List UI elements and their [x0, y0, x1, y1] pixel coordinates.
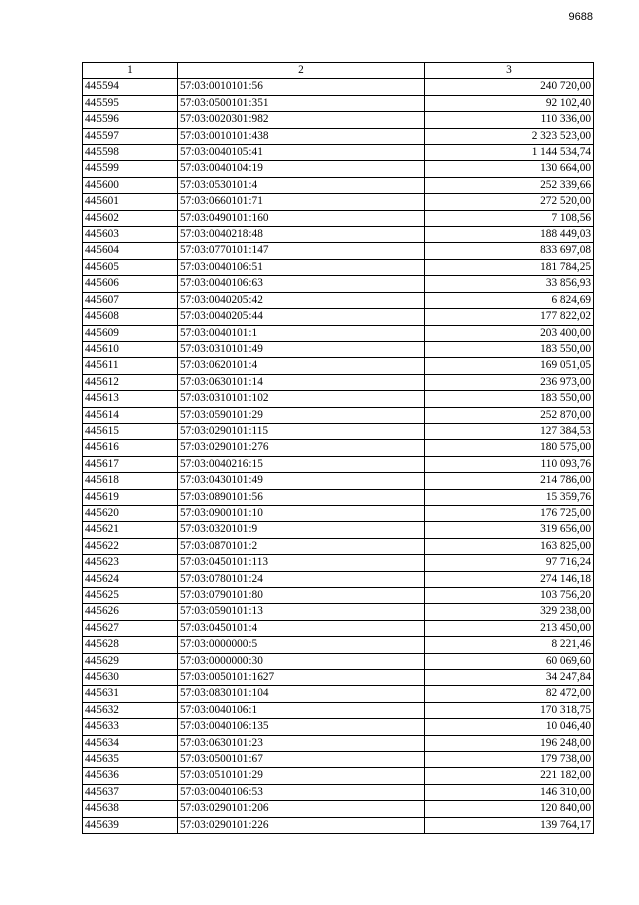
row-number-cell: 445602 [83, 210, 178, 226]
row-number-cell: 445635 [83, 752, 178, 768]
table-row [83, 752, 594, 768]
cadastral-value-cell: 60 069,60 [425, 653, 594, 669]
cadastral-number-cell: 57:03:0430101:49 [178, 473, 425, 489]
row-number-cell: 445639 [83, 817, 178, 833]
row-number-cell: 445607 [83, 292, 178, 308]
row-number-cell: 445609 [83, 325, 178, 341]
row-number-cell: 445626 [83, 604, 178, 620]
row-number-cell: 445629 [83, 653, 178, 669]
table-row [83, 341, 594, 357]
row-number-cell: 445606 [83, 276, 178, 292]
row-number-cell: 445624 [83, 571, 178, 587]
cadastral-number-cell: 57:03:0780101:24 [178, 571, 425, 587]
cadastral-value-cell: 221 182,00 [425, 768, 594, 784]
cadastral-number-cell: 57:03:0290101:115 [178, 423, 425, 439]
row-number-cell: 445603 [83, 227, 178, 243]
table-row [83, 505, 594, 521]
cadastral-value-cell: 10 046,40 [425, 719, 594, 735]
cadastral-value-cell: 6 824,69 [425, 292, 594, 308]
cadastral-value-cell: 33 856,93 [425, 276, 594, 292]
cadastral-value-cell: 196 248,00 [425, 735, 594, 751]
cadastral-value-cell: 139 764,17 [425, 817, 594, 833]
cadastral-value-cell: 146 310,00 [425, 784, 594, 800]
table-row [83, 670, 594, 686]
row-number-cell: 445638 [83, 801, 178, 817]
row-number-cell: 445599 [83, 161, 178, 177]
cadastral-number-cell: 57:03:0040106:135 [178, 719, 425, 735]
cadastral-number-cell: 57:03:0040216:15 [178, 456, 425, 472]
table-row [83, 637, 594, 653]
cadastral-number-cell: 57:03:0050101:1627 [178, 670, 425, 686]
cadastral-number-cell: 57:03:0040106:1 [178, 702, 425, 718]
row-number-cell: 445632 [83, 702, 178, 718]
cadastral-value-cell: 170 318,75 [425, 702, 594, 718]
cadastral-value-table [82, 62, 594, 834]
cadastral-number-cell: 57:03:0890101:56 [178, 489, 425, 505]
row-number-cell: 445625 [83, 588, 178, 604]
cadastral-number-cell: 57:03:0770101:147 [178, 243, 425, 259]
table-row [83, 374, 594, 390]
table-row [83, 128, 594, 144]
row-number-cell: 445617 [83, 456, 178, 472]
cadastral-value-cell: 183 550,00 [425, 391, 594, 407]
row-number-cell: 445636 [83, 768, 178, 784]
cadastral-value-cell: 1 144 534,74 [425, 145, 594, 161]
table-row [83, 686, 594, 702]
cadastral-value-cell: 833 697,08 [425, 243, 594, 259]
table-row [83, 456, 594, 472]
cadastral-number-cell: 57:03:0590101:13 [178, 604, 425, 620]
cadastral-value-cell: 130 664,00 [425, 161, 594, 177]
cadastral-value-cell: 252 339,66 [425, 177, 594, 193]
cadastral-value-cell: 7 108,56 [425, 210, 594, 226]
table-row [83, 358, 594, 374]
cadastral-value-cell: 236 973,00 [425, 374, 594, 390]
table-row [83, 522, 594, 538]
row-number-cell: 445613 [83, 391, 178, 407]
row-number-cell: 445610 [83, 341, 178, 357]
row-number-cell: 445621 [83, 522, 178, 538]
cadastral-value-cell: 213 450,00 [425, 620, 594, 636]
cadastral-number-cell: 57:03:0630101:14 [178, 374, 425, 390]
table-row [83, 784, 594, 800]
table-row [83, 604, 594, 620]
row-number-cell: 445637 [83, 784, 178, 800]
cadastral-number-cell: 57:03:0000000:5 [178, 637, 425, 653]
cadastral-value-cell: 179 738,00 [425, 752, 594, 768]
table-row [83, 702, 594, 718]
table-row [83, 325, 594, 341]
cadastral-value-cell: 163 825,00 [425, 538, 594, 554]
table-row [83, 538, 594, 554]
cadastral-value-cell: 110 336,00 [425, 112, 594, 128]
column-header-2: 2 [178, 63, 425, 79]
cadastral-number-cell: 57:03:0290101:206 [178, 801, 425, 817]
cadastral-number-cell: 57:03:0040106:63 [178, 276, 425, 292]
row-number-cell: 445631 [83, 686, 178, 702]
cadastral-number-cell: 57:03:0010101:438 [178, 128, 425, 144]
row-number-cell: 445601 [83, 194, 178, 210]
cadastral-value-cell: 103 756,20 [425, 588, 594, 604]
row-number-cell: 445619 [83, 489, 178, 505]
table-row [83, 407, 594, 423]
cadastral-value-cell: 34 247,84 [425, 670, 594, 686]
cadastral-value-cell: 15 359,76 [425, 489, 594, 505]
cadastral-value-cell: 181 784,25 [425, 259, 594, 275]
table-body [83, 79, 594, 834]
cadastral-value-cell: 188 449,03 [425, 227, 594, 243]
cadastral-value-cell: 319 656,00 [425, 522, 594, 538]
cadastral-number-cell: 57:03:0870101:2 [178, 538, 425, 554]
row-number-cell: 445611 [83, 358, 178, 374]
row-number-cell: 445623 [83, 555, 178, 571]
cadastral-value-cell: 329 238,00 [425, 604, 594, 620]
row-number-cell: 445594 [83, 79, 178, 95]
table-row [83, 210, 594, 226]
cadastral-number-cell: 57:03:0900101:10 [178, 505, 425, 521]
row-number-cell: 445614 [83, 407, 178, 423]
cadastral-value-cell: 183 550,00 [425, 341, 594, 357]
cadastral-value-cell: 272 520,00 [425, 194, 594, 210]
cadastral-number-cell: 57:03:0500101:351 [178, 95, 425, 111]
table-row [83, 801, 594, 817]
table-row [83, 177, 594, 193]
row-number-cell: 445605 [83, 259, 178, 275]
row-number-cell: 445633 [83, 719, 178, 735]
cadastral-value-cell: 2 323 523,00 [425, 128, 594, 144]
row-number-cell: 445616 [83, 440, 178, 456]
cadastral-number-cell: 57:03:0040106:51 [178, 259, 425, 275]
cadastral-number-cell: 57:03:0040101:1 [178, 325, 425, 341]
cadastral-number-cell: 57:03:0590101:29 [178, 407, 425, 423]
table-row [83, 653, 594, 669]
cadastral-value-cell: 120 840,00 [425, 801, 594, 817]
row-number-cell: 445595 [83, 95, 178, 111]
table-row [83, 292, 594, 308]
row-number-cell: 445627 [83, 620, 178, 636]
cadastral-number-cell: 57:03:0020301:982 [178, 112, 425, 128]
table-row [83, 79, 594, 95]
cadastral-number-cell: 57:03:0290101:276 [178, 440, 425, 456]
cadastral-number-cell: 57:03:0310101:102 [178, 391, 425, 407]
page-number: 9688 [568, 11, 593, 23]
table-row [83, 768, 594, 784]
cadastral-number-cell: 57:03:0530101:4 [178, 177, 425, 193]
cadastral-number-cell: 57:03:0290101:226 [178, 817, 425, 833]
cadastral-value-cell: 252 870,00 [425, 407, 594, 423]
table-row [83, 276, 594, 292]
cadastral-number-cell: 57:03:0040105:41 [178, 145, 425, 161]
cadastral-value-cell: 97 716,24 [425, 555, 594, 571]
column-header-1: 1 [83, 63, 178, 79]
table-row [83, 259, 594, 275]
cadastral-number-cell: 57:03:0500101:67 [178, 752, 425, 768]
cadastral-number-cell: 57:03:0010101:56 [178, 79, 425, 95]
cadastral-number-cell: 57:03:0040104:19 [178, 161, 425, 177]
row-number-cell: 445615 [83, 423, 178, 439]
table-row [83, 473, 594, 489]
row-number-cell: 445608 [83, 309, 178, 325]
row-number-cell: 445598 [83, 145, 178, 161]
cadastral-value-cell: 240 720,00 [425, 79, 594, 95]
table-row [83, 489, 594, 505]
table-row [83, 423, 594, 439]
row-number-cell: 445628 [83, 637, 178, 653]
cadastral-number-cell: 57:03:0620101:4 [178, 358, 425, 374]
table-row [83, 735, 594, 751]
cadastral-value-cell: 8 221,46 [425, 637, 594, 653]
cadastral-number-cell: 57:03:0450101:4 [178, 620, 425, 636]
cadastral-value-cell: 92 102,40 [425, 95, 594, 111]
cadastral-number-cell: 57:03:0660101:71 [178, 194, 425, 210]
row-number-cell: 445597 [83, 128, 178, 144]
row-number-cell: 445612 [83, 374, 178, 390]
table-row [83, 95, 594, 111]
table-row [83, 719, 594, 735]
cadastral-value-cell: 176 725,00 [425, 505, 594, 521]
table-row [83, 243, 594, 259]
table-row [83, 227, 594, 243]
row-number-cell: 445622 [83, 538, 178, 554]
row-number-cell: 445634 [83, 735, 178, 751]
cadastral-value-cell: 177 822,02 [425, 309, 594, 325]
cadastral-number-cell: 57:03:0320101:9 [178, 522, 425, 538]
cadastral-number-cell: 57:03:0040205:44 [178, 309, 425, 325]
table-row [83, 620, 594, 636]
table-row [83, 145, 594, 161]
row-number-cell: 445600 [83, 177, 178, 193]
table-row [83, 555, 594, 571]
cadastral-value-cell: 169 051,05 [425, 358, 594, 374]
cadastral-number-cell: 57:03:0450101:113 [178, 555, 425, 571]
cadastral-value-cell: 82 472,00 [425, 686, 594, 702]
cadastral-number-cell: 57:03:0830101:104 [178, 686, 425, 702]
cadastral-number-cell: 57:03:0310101:49 [178, 341, 425, 357]
table-row [83, 161, 594, 177]
cadastral-number-cell: 57:03:0040218:48 [178, 227, 425, 243]
cadastral-number-cell: 57:03:0490101:160 [178, 210, 425, 226]
row-number-cell: 445630 [83, 670, 178, 686]
cadastral-number-cell: 57:03:0000000:30 [178, 653, 425, 669]
table-row [83, 391, 594, 407]
table-header-row [83, 63, 594, 79]
cadastral-value-cell: 110 093,76 [425, 456, 594, 472]
table-row [83, 571, 594, 587]
table-row [83, 112, 594, 128]
cadastral-value-cell: 203 400,00 [425, 325, 594, 341]
cadastral-value-cell: 180 575,00 [425, 440, 594, 456]
cadastral-number-cell: 57:03:0790101:80 [178, 588, 425, 604]
row-number-cell: 445618 [83, 473, 178, 489]
cadastral-value-cell: 274 146,18 [425, 571, 594, 587]
row-number-cell: 445596 [83, 112, 178, 128]
cadastral-value-cell: 214 786,00 [425, 473, 594, 489]
table-row [83, 309, 594, 325]
cadastral-number-cell: 57:03:0040205:42 [178, 292, 425, 308]
row-number-cell: 445620 [83, 505, 178, 521]
column-header-3: 3 [425, 63, 594, 79]
row-number-cell: 445604 [83, 243, 178, 259]
cadastral-value-cell: 127 384,53 [425, 423, 594, 439]
table-row [83, 588, 594, 604]
cadastral-number-cell: 57:03:0510101:29 [178, 768, 425, 784]
cadastral-number-cell: 57:03:0040106:53 [178, 784, 425, 800]
table-row [83, 440, 594, 456]
cadastral-number-cell: 57:03:0630101:23 [178, 735, 425, 751]
table-row [83, 194, 594, 210]
table-row [83, 817, 594, 833]
